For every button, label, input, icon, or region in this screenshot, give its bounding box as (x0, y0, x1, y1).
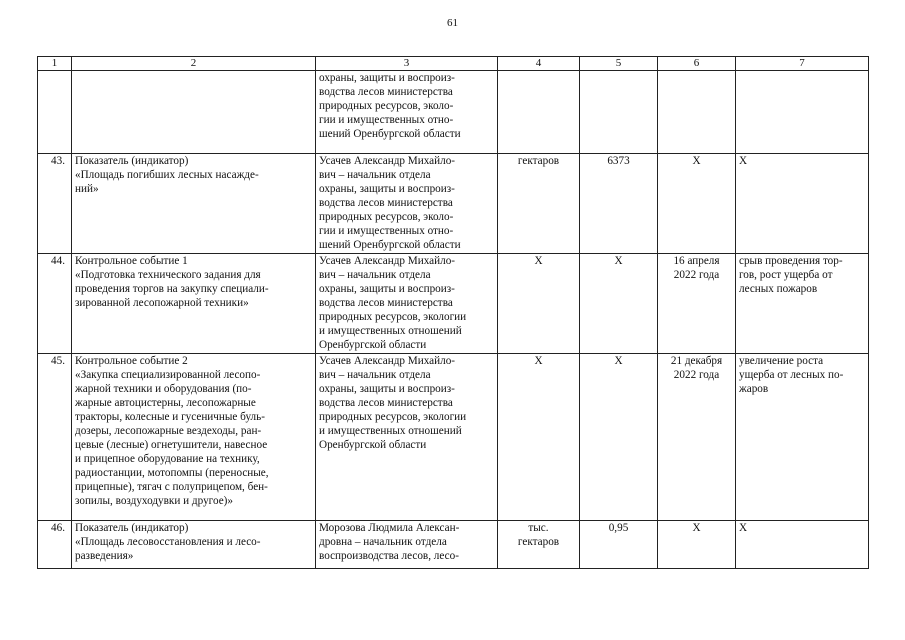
risk-cell (736, 354, 869, 521)
cell-text-line: зированной лесопожарной техники» (75, 297, 249, 309)
column-header: 6 (658, 57, 736, 71)
cell-text-line: Усачев Александр Михайло- (319, 355, 456, 367)
responsible-person-cell (316, 154, 498, 254)
cell-text-line: Х (534, 355, 543, 367)
cell-text-line: «Подготовка технического задания для (75, 269, 261, 281)
indicator-name-cell (72, 521, 316, 569)
cell-text-line: прицепные), тягач с полуприцепом, бен- (75, 481, 268, 493)
cell-text-line: дозеры, лесопожарные вездеходы, ран- (75, 425, 262, 437)
cell-text-line: охраны, защиты и воспроиз- (319, 183, 455, 195)
deadline-cell (658, 71, 736, 154)
cell-text-line: ущерба от лесных по- (739, 369, 844, 381)
column-header: 4 (498, 57, 580, 71)
cell-text-line: Морозова Людмила Алексан- (319, 522, 460, 534)
value-cell: 6373 (580, 154, 658, 254)
row-number: 46. (38, 521, 72, 569)
cell-text-line: вич – начальник отдела (319, 369, 431, 381)
deadline-cell (658, 154, 736, 254)
row-number: 45. (38, 354, 72, 521)
table-row (38, 154, 869, 254)
cell-text-line: цевые (лесные) огнетушители, навесное (75, 439, 268, 451)
cell-text-line: 2022 года (673, 269, 720, 281)
cell-text-line: шений Оренбургской области (319, 239, 461, 251)
cell-text-line: гектаров (517, 536, 560, 548)
unit-cell (498, 521, 580, 569)
cell-text-line: природных ресурсов, эколо- (319, 100, 454, 112)
cell-text-line: увеличение роста (739, 355, 824, 367)
cell-text-line: Показатель (индикатор) (75, 522, 189, 534)
risk-cell (736, 254, 869, 354)
cell-text-line: Х (692, 155, 701, 167)
cell-text-line: Контрольное событие 1 (75, 255, 188, 267)
cell-text-line: Показатель (индикатор) (75, 155, 189, 167)
cell-text-line: водства лесов министерства (319, 86, 453, 98)
unit-cell (498, 254, 580, 354)
deadline-cell (658, 521, 736, 569)
cell-text-line: и имущественных отношений (319, 425, 462, 437)
cell-text-line: разведения» (75, 550, 134, 562)
value-cell: Х (580, 354, 658, 521)
cell-text-line: Х (739, 522, 748, 534)
indicator-name-cell (72, 71, 316, 154)
table-row (38, 254, 869, 354)
row-number (38, 71, 72, 154)
cell-text-line: тыс. (528, 522, 549, 534)
cell-text-line: охраны, защиты и воспроиз- (319, 383, 455, 395)
cell-text-line: «Закупка специализированной лесопо- (75, 369, 261, 381)
cell-text-line: 16 апреля (673, 255, 720, 267)
row-number: 44. (38, 254, 72, 354)
table-row (38, 354, 869, 521)
cell-text-line: дровна – начальник отдела (319, 536, 447, 548)
cell-text-line: «Площадь лесовосстановления и лесо- (75, 536, 261, 548)
column-header: 1 (38, 57, 72, 71)
risk-cell (736, 521, 869, 569)
cell-text-line: охраны, защиты и воспроиз- (319, 283, 455, 295)
cell-text-line: и имущественных отношений (319, 325, 462, 337)
cell-text-line: гии и имущественных отно- (319, 114, 454, 126)
cell-text-line: Оренбургской области (319, 439, 427, 451)
deadline-cell (658, 354, 736, 521)
indicator-name-cell (72, 154, 316, 254)
page-number: 61 (447, 17, 458, 29)
deadline-cell (658, 254, 736, 354)
cell-text-line: Х (534, 255, 543, 267)
risk-cell (736, 71, 869, 154)
cell-text-line: воспроизводства лесов, лесо- (319, 550, 459, 562)
responsible-person-cell (316, 354, 498, 521)
cell-text-line: 2022 года (673, 369, 720, 381)
cell-text-line: вич – начальник отдела (319, 269, 431, 281)
cell-text-line: тракторы, колесные и гусеничные буль- (75, 411, 265, 423)
unit-cell (498, 71, 580, 154)
cell-text-line: проведения торгов на закупку специали- (75, 283, 269, 295)
unit-cell (498, 154, 580, 254)
responsible-person-cell (316, 254, 498, 354)
cell-text-line: ний» (75, 183, 99, 195)
column-number-row (38, 57, 869, 71)
cell-text-line: Х (692, 522, 701, 534)
risk-cell (736, 154, 869, 254)
cell-text-line: гов, рост ущерба от (739, 269, 833, 281)
cell-text-line: гии и имущественных отно- (319, 225, 454, 237)
cell-text-line: охраны, защиты и воспроиз- (319, 72, 455, 84)
cell-text-line: 21 декабря (670, 355, 723, 367)
cell-text-line: водства лесов министерства (319, 197, 453, 209)
cell-text-line: радиостанции, мотопомпы (переносные, (75, 467, 269, 479)
cell-text-line: жаров (739, 383, 769, 395)
cell-text-line: Усачев Александр Михайло- (319, 255, 456, 267)
cell-text-line: «Площадь погибших лесных насажде- (75, 169, 259, 181)
cell-text-line: жарные автоцистерны, лесопожарные (75, 397, 256, 409)
column-header: 7 (736, 57, 869, 71)
cell-text-line: Оренбургской области (319, 339, 427, 351)
indicator-name-cell (72, 254, 316, 354)
cell-text-line: и прицепное оборудование на технику, (75, 453, 260, 465)
cell-text-line: зопилы, воздуходувки и другое)» (75, 495, 233, 507)
unit-cell (498, 354, 580, 521)
cell-text-line: шений Оренбургской области (319, 128, 461, 140)
cell-text-line: жарной техники и оборудования (по- (75, 383, 252, 395)
indicator-name-cell (72, 354, 316, 521)
table-row (38, 71, 869, 154)
indicators-table (37, 56, 869, 569)
cell-text-line: природных ресурсов, экологии (319, 411, 467, 423)
cell-text-line: срыв проведения тор- (739, 255, 843, 267)
cell-text-line: водства лесов министерства (319, 397, 453, 409)
column-header: 3 (316, 57, 498, 71)
value-cell (580, 71, 658, 154)
responsible-person-cell (316, 71, 498, 154)
responsible-person-cell (316, 521, 498, 569)
value-cell: 0,95 (580, 521, 658, 569)
table-row (38, 521, 869, 569)
column-header: 2 (72, 57, 316, 71)
column-header: 5 (580, 57, 658, 71)
row-number: 43. (38, 154, 72, 254)
cell-text-line: Усачев Александр Михайло- (319, 155, 456, 167)
value-cell: Х (580, 254, 658, 354)
cell-text-line: водства лесов министерства (319, 297, 453, 309)
cell-text-line: природных ресурсов, эколо- (319, 211, 454, 223)
cell-text-line: Контрольное событие 2 (75, 355, 188, 367)
cell-text-line: вич – начальник отдела (319, 169, 431, 181)
cell-text-line: лесных пожаров (739, 283, 818, 295)
cell-text-line: природных ресурсов, экологии (319, 311, 467, 323)
cell-text-line: гектаров (517, 155, 560, 167)
cell-text-line: Х (739, 155, 748, 167)
